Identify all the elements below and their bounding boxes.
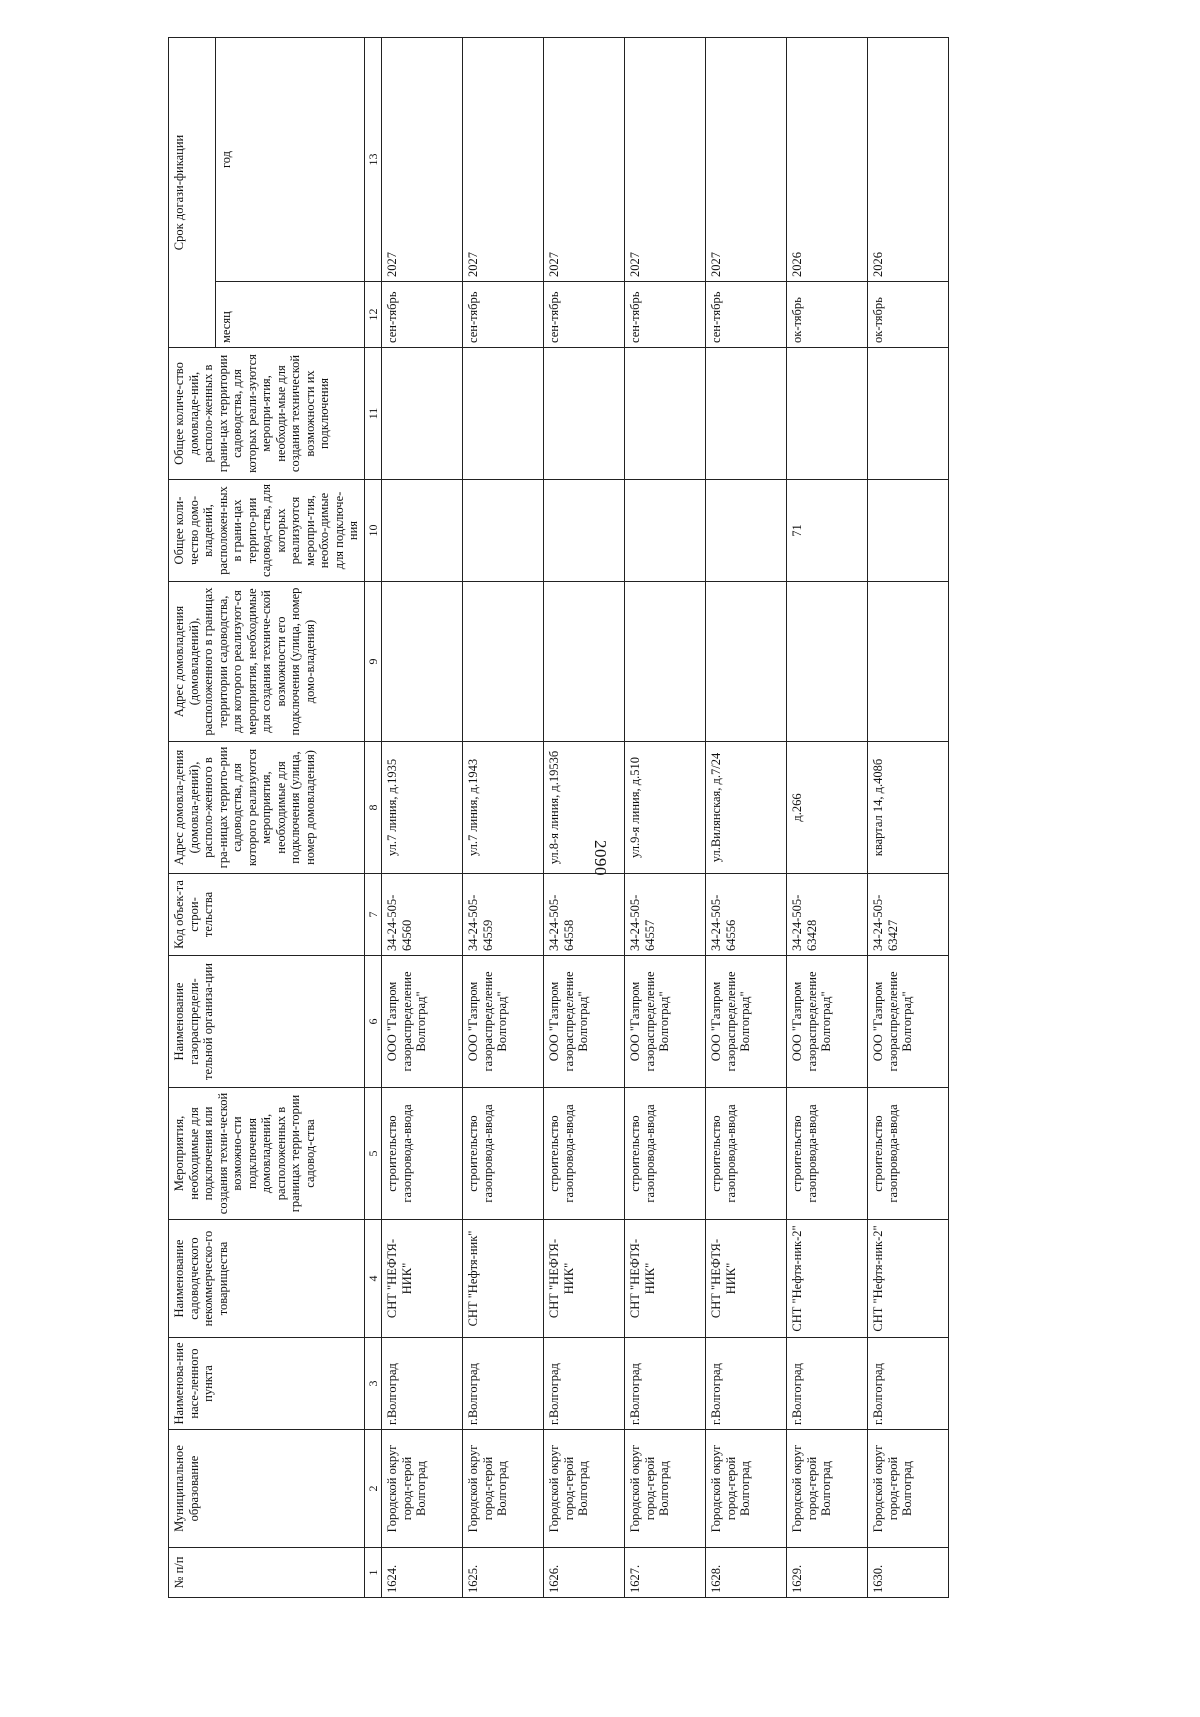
count-tech-cell — [625, 348, 706, 480]
measure-cell: строительство газопровода-ввода — [544, 1088, 625, 1220]
address-connect-cell: д.266 — [787, 742, 868, 874]
count-tech-cell — [382, 348, 463, 480]
header-measures: Мероприятия, необходимые для подключения или создания техни-ческой возможно-сти подключения домовладений, расположенных в границах терри-тории садовод-ства — [169, 1088, 365, 1220]
header-num: № п/п — [169, 1548, 365, 1598]
gas-org-cell: ООО "Газпром газораспределение Волгоград" — [625, 956, 706, 1088]
count-connect-cell — [463, 480, 544, 582]
month-cell: сен-тябрь — [382, 282, 463, 348]
municipality-cell: Городской округ город-герой Волгоград — [544, 1430, 625, 1548]
row-number: 1625. — [463, 1548, 544, 1598]
column-number: 1 — [364, 1548, 382, 1598]
table-row — [463, 38, 544, 1598]
settlement-cell: г.Волгоград — [787, 1338, 868, 1430]
year-cell: 2027 — [463, 38, 544, 282]
page-number: 2090 — [591, 840, 610, 876]
count-tech-cell — [787, 348, 868, 480]
count-connect-cell: 71 — [787, 480, 868, 582]
gas-org-cell: ООО "Газпром газораспределение Волгоград" — [868, 956, 949, 1088]
year-cell: 2026 — [787, 38, 868, 282]
municipality-cell: Городской округ город-герой Волгоград — [382, 1430, 463, 1548]
address-tech-cell — [706, 582, 787, 742]
count-connect-cell — [382, 480, 463, 582]
row-number: 1627. — [625, 1548, 706, 1598]
address-tech-cell — [463, 582, 544, 742]
gas-org-cell: ООО "Газпром газораспределение Волгоград" — [787, 956, 868, 1088]
gas-org-cell: ООО "Газпром газораспределение Волгоград" — [544, 956, 625, 1088]
gasification-table — [168, 37, 949, 1598]
object-code-cell: 34-24-505-63428 — [787, 874, 868, 956]
header-gas-org: Наименование газораспредели-тельной организа-ции — [169, 956, 365, 1088]
header-address-connect: Адрес домовла-дения (домовла-дений), располо-женного в гра-ницах террито-рии садоводства, для которого реализуются мероприятия, необходимые для подключения (улица, номер домовладения) — [169, 742, 365, 874]
address-connect-cell: квартал 14, д.408б — [868, 742, 949, 874]
object-code-cell: 34-24-505-64558 — [544, 874, 625, 956]
header-snt: Наименование садоводческого некоммерческо-го товарищества — [169, 1220, 365, 1338]
measure-cell: строительство газопровода-ввода — [463, 1088, 544, 1220]
column-number: 5 — [364, 1088, 382, 1220]
row-number: 1624. — [382, 1548, 463, 1598]
count-connect-cell — [868, 480, 949, 582]
object-code-cell: 34-24-505-64559 — [463, 874, 544, 956]
table-row — [625, 38, 706, 1598]
address-connect-cell: ул.8-я линия, д.1953б — [544, 742, 625, 874]
municipality-cell: Городской округ город-герой Волгоград — [868, 1430, 949, 1548]
month-cell: сен-тябрь — [625, 282, 706, 348]
object-code-cell: 34-24-505-64560 — [382, 874, 463, 956]
municipality-cell: Городской округ город-герой Волгоград — [706, 1430, 787, 1548]
header-address-tech: Адрес домовладения (домовладений), расположенного в границах территории садоводства, для которого реализуют-ся мероприятия, необходимые для создания техниче-ской возможности его подключения (улица, номер домо-владения) — [169, 582, 365, 742]
count-tech-cell — [868, 348, 949, 480]
column-number: 11 — [364, 348, 382, 480]
column-number-row — [364, 38, 382, 1598]
address-tech-cell — [544, 582, 625, 742]
column-number: 9 — [364, 582, 382, 742]
count-connect-cell — [625, 480, 706, 582]
year-cell: 2027 — [706, 38, 787, 282]
object-code-cell: 34-24-505-63427 — [868, 874, 949, 956]
column-number: 6 — [364, 956, 382, 1088]
snt-cell: СНТ "Нефтя-ник-2" — [868, 1220, 949, 1338]
snt-cell: СНТ "НЕФТЯ-НИК" — [544, 1220, 625, 1338]
month-cell: сен-тябрь — [463, 282, 544, 348]
settlement-cell: г.Волгоград — [463, 1338, 544, 1430]
row-number: 1630. — [868, 1548, 949, 1598]
year-cell: 2026 — [868, 38, 949, 282]
header-settlement: Наименова-ние насе-ленного пункта — [169, 1338, 365, 1430]
column-number: 10 — [364, 480, 382, 582]
header-year: год — [216, 38, 365, 282]
month-cell: сен-тябрь — [544, 282, 625, 348]
settlement-cell: г.Волгоград — [625, 1338, 706, 1430]
column-number: 4 — [364, 1220, 382, 1338]
address-tech-cell — [787, 582, 868, 742]
object-code-cell: 34-24-505-64557 — [625, 874, 706, 956]
settlement-cell: г.Волгоград — [382, 1338, 463, 1430]
column-number: 12 — [364, 282, 382, 348]
column-number: 8 — [364, 742, 382, 874]
table-row — [787, 38, 868, 1598]
header-municipality: Муниципальное образование — [169, 1430, 365, 1548]
header-deadline: Срок догази-фикации — [169, 38, 216, 348]
column-number: 2 — [364, 1430, 382, 1548]
table-row — [382, 38, 463, 1598]
address-tech-cell — [868, 582, 949, 742]
municipality-cell: Городской округ город-герой Волгоград — [787, 1430, 868, 1548]
snt-cell: СНТ "НЕФТЯ-НИК" — [625, 1220, 706, 1338]
measure-cell: строительство газопровода-ввода — [787, 1088, 868, 1220]
count-connect-cell — [544, 480, 625, 582]
measure-cell: строительство газопровода-ввода — [706, 1088, 787, 1220]
count-tech-cell — [706, 348, 787, 480]
header-object-code: Код объек-та строи-тельства — [169, 874, 365, 956]
table-body — [382, 38, 949, 1598]
header-count-connect: Общее коли-чество домо-владений, расположен-ных в грани-цах террито-рии садовод-ства, для которых реализуются меропри-тия, необхо-димые для подключе-ния — [169, 480, 365, 582]
gas-org-cell: ООО "Газпром газораспределение Волгоград" — [706, 956, 787, 1088]
address-connect-cell: ул.7 линия, д.1943 — [463, 742, 544, 874]
count-tech-cell — [463, 348, 544, 480]
column-number: 13 — [364, 38, 382, 282]
header-month: месяц — [216, 282, 365, 348]
rotated-table-container — [168, 38, 1168, 1598]
gas-org-cell: ООО "Газпром газораспределение Волгоград" — [463, 956, 544, 1088]
header-count-tech: Общее количе-ство домовладе-ний, располо-женных в грани-цах территории садоводства, для которых реали-зуются меропри-ятия, необходи-мые для создания технической возможности их подключения — [169, 348, 365, 480]
year-cell: 2027 — [544, 38, 625, 282]
settlement-cell: г.Волгоград — [868, 1338, 949, 1430]
address-connect-cell: ул.9-я линия, д.510 — [625, 742, 706, 874]
month-cell: ок-тябрь — [868, 282, 949, 348]
address-connect-cell: ул.7 линия, д.1935 — [382, 742, 463, 874]
row-number: 1628. — [706, 1548, 787, 1598]
column-number: 7 — [364, 874, 382, 956]
address-tech-cell — [625, 582, 706, 742]
table-row — [868, 38, 949, 1598]
year-cell: 2027 — [625, 38, 706, 282]
settlement-cell: г.Волгоград — [544, 1338, 625, 1430]
municipality-cell: Городской округ город-герой Волгоград — [463, 1430, 544, 1548]
month-cell: сен-тябрь — [706, 282, 787, 348]
measure-cell: строительство газопровода-ввода — [382, 1088, 463, 1220]
snt-cell: СНТ "НЕФТЯ-НИК" — [706, 1220, 787, 1338]
object-code-cell: 34-24-505-64556 — [706, 874, 787, 956]
table-row — [544, 38, 625, 1598]
count-tech-cell — [544, 348, 625, 480]
address-connect-cell: ул.Вилянская, д.7/24 — [706, 742, 787, 874]
header-row — [169, 38, 216, 1598]
table-row — [706, 38, 787, 1598]
snt-cell: СНТ "Нефтя-ник" — [463, 1220, 544, 1338]
settlement-cell: г.Волгоград — [706, 1338, 787, 1430]
row-number: 1629. — [787, 1548, 868, 1598]
snt-cell: СНТ "Нефтя-ник-2" — [787, 1220, 868, 1338]
row-number: 1626. — [544, 1548, 625, 1598]
municipality-cell: Городской округ город-герой Волгоград — [625, 1430, 706, 1548]
year-cell: 2027 — [382, 38, 463, 282]
address-tech-cell — [382, 582, 463, 742]
gas-org-cell: ООО "Газпром газораспределение Волгоград" — [382, 956, 463, 1088]
column-number: 3 — [364, 1338, 382, 1430]
count-connect-cell — [706, 480, 787, 582]
measure-cell: строительство газопровода-ввода — [625, 1088, 706, 1220]
snt-cell: СНТ "НЕФТЯ-НИК" — [382, 1220, 463, 1338]
month-cell: ок-тябрь — [787, 282, 868, 348]
measure-cell: строительство газопровода-ввода — [868, 1088, 949, 1220]
